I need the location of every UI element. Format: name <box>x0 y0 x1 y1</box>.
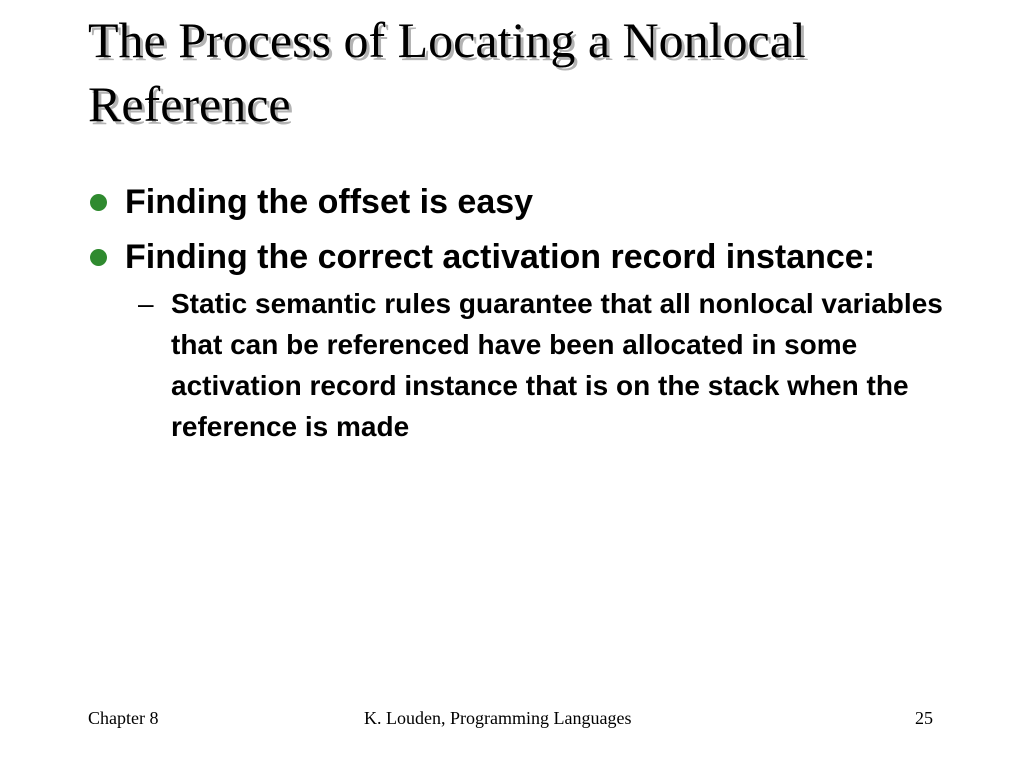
bullet-dot-icon <box>90 194 107 211</box>
bullet-list <box>88 178 948 454</box>
bullet-item <box>88 233 948 447</box>
bullet-text: Finding the correct activation record instance: <box>125 238 876 276</box>
footer-chapter: Chapter 8 <box>88 708 159 728</box>
footer-page-number: 25 <box>915 708 933 728</box>
sub-bullet-item <box>125 283 948 447</box>
dash-marker: – <box>138 288 154 319</box>
slide-title: The Process of Locating a Nonlocal Reference <box>88 12 806 132</box>
sub-bullet-list <box>125 283 948 447</box>
bullet-item <box>88 178 948 226</box>
bullet-dot-icon <box>90 249 107 266</box>
footer-author: K. Louden, Programming Languages <box>364 708 632 728</box>
bullet-text: Finding the offset is easy <box>125 183 534 221</box>
sub-bullet-text: Static semantic rules guarantee that all nonlocal variables that can be referenced have been allocated in some activation record instance that is on the stack when the reference is made <box>171 288 943 442</box>
